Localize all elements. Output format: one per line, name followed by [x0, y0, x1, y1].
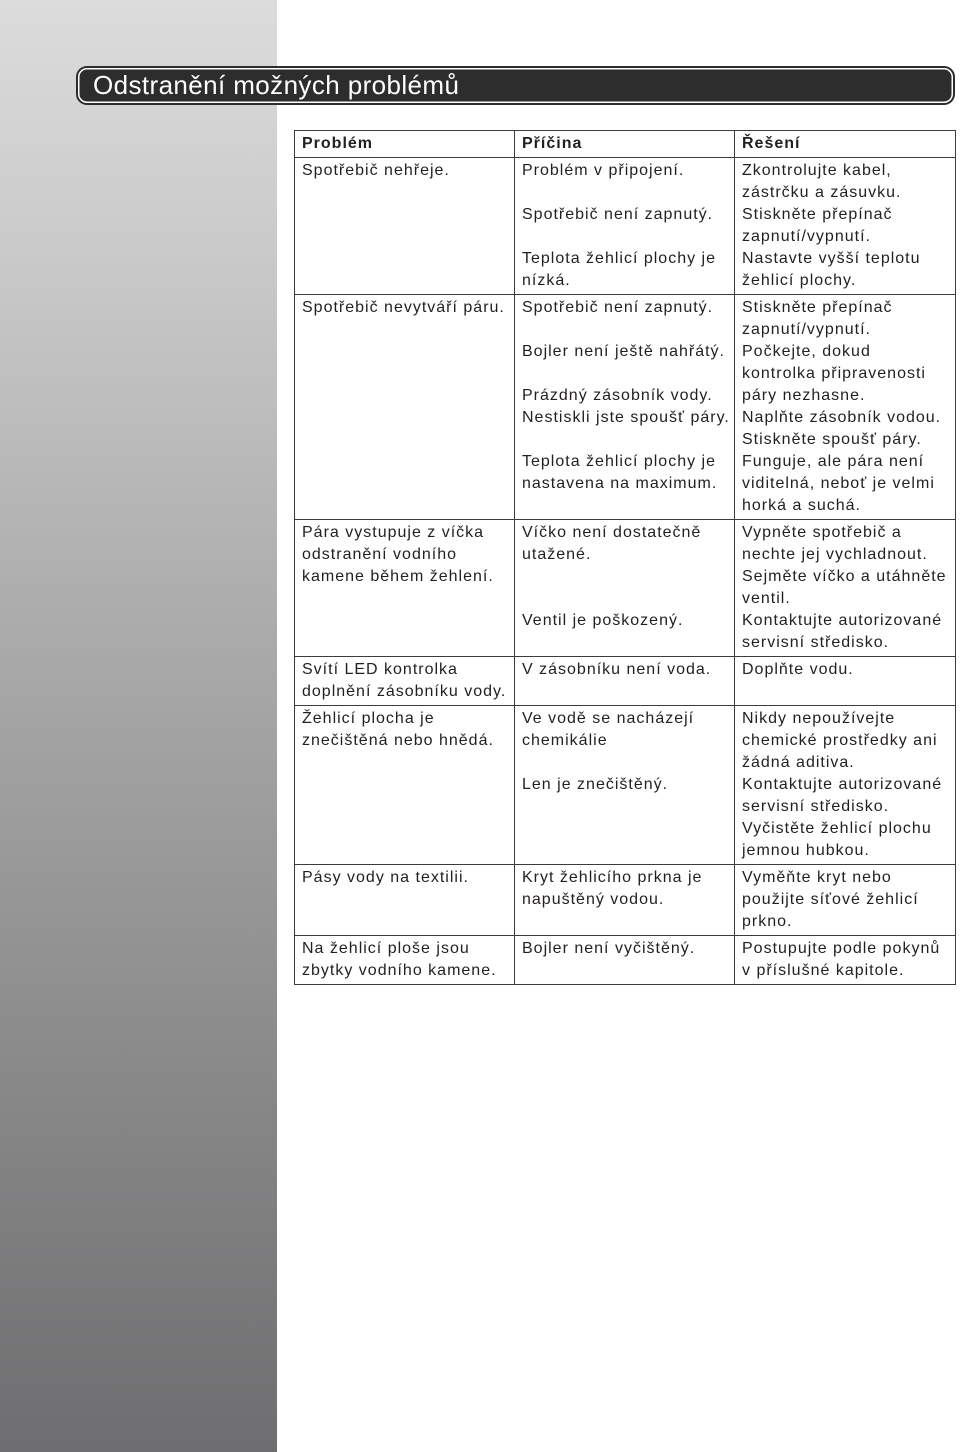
solution-line: zástrčku a zásuvku.	[742, 184, 902, 201]
cause-line: Spotřebič není zapnutý.	[522, 206, 714, 223]
cause-line: Víčko není dostatečně	[522, 524, 702, 541]
solution-line: Vypněte spotřebič a	[742, 524, 902, 541]
cause-cell	[515, 706, 735, 864]
solution-line: zapnutí/vypnutí.	[742, 321, 871, 338]
solution-line: zapnutí/vypnutí.	[742, 228, 871, 245]
solution-cell	[735, 706, 955, 864]
solution-line: Kontaktujte autorizované	[742, 612, 943, 629]
cause-line: utažené.	[522, 546, 592, 563]
line-spacer	[522, 319, 734, 341]
problem-line: Na žehlicí ploše jsou	[302, 940, 470, 957]
cause-cell	[515, 158, 735, 294]
problem-line: Pára vystupuje z víčka	[302, 524, 485, 541]
solution-line: Stiskněte přepínač	[742, 206, 893, 223]
table-header-row	[295, 131, 955, 158]
solution-line: ventil.	[742, 590, 791, 607]
problem-line: Spotřebič nevytváří páru.	[302, 299, 505, 316]
solution-cell	[735, 657, 955, 705]
gray-sidebar	[0, 0, 277, 1452]
solution-line: horká a suchá.	[742, 497, 861, 514]
problem-cell	[295, 657, 515, 705]
line-spacer	[522, 588, 734, 610]
cause-line: Len je znečištěný.	[522, 776, 669, 793]
problem-line: Svítí LED kontrolka	[302, 661, 458, 678]
cause-line: Prázdný zásobník vody.	[522, 387, 713, 404]
problem-cell	[295, 520, 515, 656]
solution-cell	[735, 520, 955, 656]
cause-line: Problém v připojení.	[522, 162, 685, 179]
problem-line: znečištěná nebo hnědá.	[302, 732, 494, 749]
cause-cell	[515, 295, 735, 519]
solution-line: žehlicí plochy.	[742, 272, 857, 289]
solution-cell	[735, 865, 955, 935]
solution-line: kontrolka připravenosti	[742, 365, 926, 382]
solution-line: Kontaktujte autorizované	[742, 776, 943, 793]
cause-line: chemikálie	[522, 732, 608, 749]
cause-cell	[515, 936, 735, 984]
problem-line: doplnění zásobníku vody.	[302, 683, 507, 700]
cause-cell	[515, 520, 735, 656]
solution-line: použijte síťové žehlicí	[742, 891, 919, 908]
table-row	[295, 295, 955, 520]
solution-line: Naplňte zásobník vodou.	[742, 409, 942, 426]
solution-line: Nikdy nepoužívejte	[742, 710, 896, 727]
solution-cell	[735, 295, 955, 519]
solution-line: páry nezhasne.	[742, 387, 866, 404]
solution-line: Vyčistěte žehlicí plochu	[742, 820, 932, 837]
problem-cell	[295, 158, 515, 294]
cause-line: Teplota žehlicí plochy je	[522, 250, 716, 267]
solution-line: chemické prostředky ani	[742, 732, 938, 749]
cause-line: nízká.	[522, 272, 571, 289]
problem-line: zbytky vodního kamene.	[302, 962, 497, 979]
problem-line: Žehlicí plocha je	[302, 710, 435, 727]
cause-line: Teplota žehlicí plochy je	[522, 453, 716, 470]
table-row	[295, 706, 955, 865]
line-spacer	[522, 226, 734, 248]
solution-line: Doplňte vodu.	[742, 661, 854, 678]
solution-cell	[735, 158, 955, 294]
solution-line: žádná aditiva.	[742, 754, 855, 771]
table-row	[295, 936, 955, 984]
header-cause: Příčina	[515, 131, 735, 157]
solution-line: v příslušné kapitole.	[742, 962, 905, 979]
table-row	[295, 158, 955, 295]
problem-line: odstranění vodního	[302, 546, 457, 563]
header-problem: Problém	[295, 131, 515, 157]
solution-line: Postupujte podle pokynů	[742, 940, 941, 957]
solution-line: servisní středisko.	[742, 634, 890, 651]
solution-line: nechte jej vychladnout.	[742, 546, 928, 563]
table-row	[295, 520, 955, 657]
table-row	[295, 865, 955, 936]
problem-line: Spotřebič nehřeje.	[302, 162, 450, 179]
solution-line: viditelná, neboť je velmi	[742, 475, 935, 492]
cause-cell	[515, 865, 735, 935]
cause-line: Kryt žehlicího prkna je	[522, 869, 703, 886]
problem-cell	[295, 295, 515, 519]
solution-line: Zkontrolujte kabel,	[742, 162, 892, 179]
solution-line: Funguje, ale pára není	[742, 453, 925, 470]
solution-line: servisní středisko.	[742, 798, 890, 815]
cause-line: napuštěný vodou.	[522, 891, 665, 908]
table-row	[295, 657, 955, 706]
line-spacer	[522, 182, 734, 204]
solution-line: Vyměňte kryt nebo	[742, 869, 892, 886]
section-title-bar	[76, 66, 955, 105]
troubleshooting-table	[294, 130, 956, 985]
problem-line: kamene během žehlení.	[302, 568, 494, 585]
cause-line: Spotřebič není zapnutý.	[522, 299, 714, 316]
cause-cell	[515, 657, 735, 705]
problem-cell	[295, 865, 515, 935]
cause-line: nastavena na maximum.	[522, 475, 718, 492]
cause-line: Bojler není ještě nahřátý.	[522, 343, 725, 360]
solution-line: Stiskněte spoušť páry.	[742, 431, 922, 448]
line-spacer	[522, 752, 734, 774]
solution-line: jemnou hubkou.	[742, 842, 870, 859]
cause-line: Bojler není vyčištěný.	[522, 940, 696, 957]
line-spacer	[522, 566, 734, 588]
solution-line: Sejměte víčko a utáhněte	[742, 568, 947, 585]
line-spacer	[522, 429, 734, 451]
cause-line: V zásobníku není voda.	[522, 661, 712, 678]
solution-line: Stiskněte přepínač	[742, 299, 893, 316]
cause-line: Ventil je poškozený.	[522, 612, 684, 629]
cause-line: Nestiskli jste spoušť páry.	[522, 409, 730, 426]
solution-line: Nastavte vyšší teplotu	[742, 250, 921, 267]
problem-cell	[295, 706, 515, 864]
cause-line: Ve vodě se nacházejí	[522, 710, 695, 727]
solution-line: Počkejte, dokud	[742, 343, 871, 360]
solution-line: prkno.	[742, 913, 793, 930]
header-solution: Řešení	[742, 135, 801, 152]
line-spacer	[522, 363, 734, 385]
solution-cell	[735, 936, 955, 984]
problem-line: Pásy vody na textilii.	[302, 869, 469, 886]
section-title: Odstranění možných problémů	[93, 70, 460, 100]
problem-cell	[295, 936, 515, 984]
